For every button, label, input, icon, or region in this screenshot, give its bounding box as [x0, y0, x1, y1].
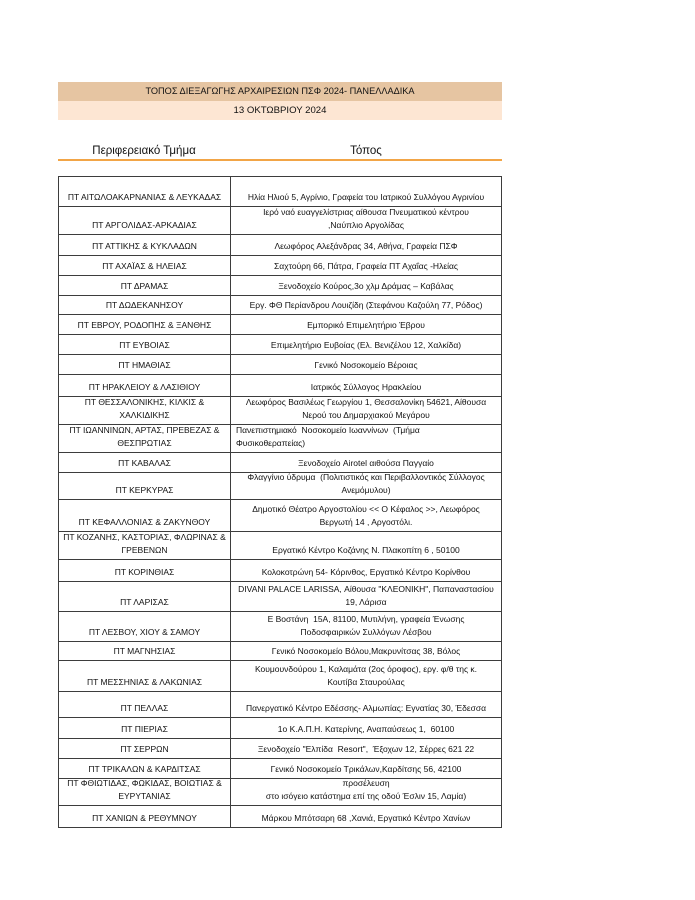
place-line: Κουτίβα Σταυρούλας: [327, 677, 405, 687]
place-cell: [231, 235, 501, 255]
place-cell: [231, 177, 501, 206]
department-line: ΠΤ ΕΥΒΟΙΑΣ: [119, 340, 170, 350]
place-line: 19, Λάρισα: [345, 597, 387, 607]
column-headers: [58, 143, 502, 159]
place-line: Ιατρικός Σύλλογος Ηρακλείου: [310, 382, 422, 392]
department-line: ΠΤ ΣΕΡΡΩΝ: [120, 744, 169, 754]
department-line: ΠΤ ΜΕΣΣΗΝΙΑΣ & ΛΑΚΩΝΙΑΣ: [86, 677, 203, 687]
department-cell: [59, 296, 231, 314]
place-line: Ηλία Ηλιού 5, Αγρίνιο, Γραφεία του Ιατρικού Συλλόγου Αγρινίου: [247, 192, 485, 202]
table-row: [59, 355, 501, 375]
place-cell: [231, 276, 501, 295]
place-line: Πανεπιστημιακό Νοσοκομείο Ιωαννίνων (Τμήμα: [236, 425, 420, 435]
place-line: 1ο Κ.Α.Π.Η. Κατερίνης, Αναπαύσεως 1, 60100: [277, 724, 455, 734]
place-line: Νερού του Δημαρχιακού Μεγάρου: [302, 410, 430, 420]
header-place: Τόπος: [350, 145, 382, 157]
table-row: [59, 532, 501, 560]
department-line: ΠΤ ΚΕΡΚΥΡΑΣ: [115, 485, 174, 495]
department-line: ΓΡΕΒΕΝΩΝ: [121, 545, 168, 555]
department-cell: [59, 473, 231, 499]
place-cell: [231, 375, 501, 396]
table-row: [59, 296, 501, 315]
election-date: 13 ΟΚΤΩΒΡΙΟΥ 2024: [58, 101, 502, 120]
header-underline: [58, 159, 502, 161]
table-row: [59, 256, 501, 276]
department-line: ΠΤ ΚΟΡΙΝΘΙΑΣ: [114, 567, 175, 577]
table-row: [59, 806, 501, 828]
department-cell: [59, 315, 231, 334]
department-cell: [59, 453, 231, 472]
place-cell: [231, 806, 501, 827]
place-cell: [231, 296, 501, 314]
table-row: [59, 582, 501, 612]
table-row: [59, 375, 501, 397]
department-line: ΠΤ ΚΕΦΑΛΛΟΝΙΑΣ & ΖΑΚΥΝΘΟΥ: [78, 517, 211, 527]
department-line: ΠΤ ΑΧΑΪΑΣ & ΗΛΕΙΑΣ: [102, 261, 187, 271]
table-row: [59, 739, 501, 759]
place-cell: [231, 759, 501, 778]
place-cell: [231, 207, 501, 234]
department-cell: [59, 739, 231, 758]
place-line: Φυσικοθεραπείας): [236, 438, 306, 448]
place-line: Επιμελητήριο Ευβοίας (Ελ. Βενιζέλου 12, Χαλκίδα): [270, 340, 462, 350]
table-row: [59, 779, 501, 806]
table-row: [59, 661, 501, 692]
place-cell: [231, 335, 501, 354]
place-line: Ξενοδοχείο Κούρος,3ο χλμ Δράμας – Καβάλας: [278, 281, 454, 291]
department-line: ΠΤ ΗΜΑΘΙΑΣ: [118, 360, 171, 370]
department-cell: [59, 759, 231, 778]
table-row: [59, 560, 501, 582]
table-row: [59, 335, 501, 355]
place-line: Γενικό Νοσοκομείο Τρικάλων,Καρδίτσης 56, 42100: [270, 764, 462, 774]
table-row: [59, 425, 501, 453]
place-line: DIVANI PALACE LARISSA, Αίθουσα "ΚΛΕΟΝΙΚΗ", Παπαναστασίου: [238, 584, 494, 594]
department-line: ΠΤ ΑΡΓΟΛΙΔΑΣ-ΑΡΚΑΔΙΑΣ: [92, 220, 197, 230]
place-line: Ξενοδοχείο "Ελπίδα Resort", Έξοχων 12, Σέρρες 621 22: [257, 744, 475, 754]
table-row: [59, 235, 501, 256]
place-line: Ποδοσφαιρικών Συλλόγων Λέσβου: [300, 627, 432, 637]
place-line: Εργ. ΦΘ Περίανδρου Λουιζίδη (Στεφάνου Καζούλη 77, Ρόδος): [249, 300, 483, 310]
table-row: [59, 177, 501, 207]
place-line: Ξενοδοχείο Airotel αιθούσα Παγγαίο: [298, 458, 434, 468]
department-line: ΠΤ ΔΩΔΕΚΑΝΗΣΟΥ: [105, 300, 184, 310]
place-line: Λεωφόρος Βασιλέως Γεωργίου 1, Θεσσαλονίκη 54621, Αίθουσα: [245, 397, 487, 407]
department-line: ΠΤ ΠΙΕΡΙΑΣ: [121, 724, 168, 734]
place-line: Κουμουνδούρου 1, Καλαμάτα (2ος όροφος), εργ. φ/θ της κ.: [254, 664, 478, 674]
department-line: ΠΤ ΛΕΣΒΟΥ, ΧΙΟΥ & ΣΑΜΟΥ: [88, 627, 201, 637]
place-cell: [231, 612, 501, 641]
place-line: στο ισόγειο κατάστημα επί της οδού Έσλιν 15, Λαμία): [265, 791, 467, 801]
place-line: Φλαγγίνιο ύδρυμα (Πολιτιστικός και Περιβαλλοντικός Σύλλογος: [247, 472, 485, 482]
place-cell: [231, 397, 501, 424]
department-line: ΠΤ ΑΙΤΩΛΟΑΚΑΡΝΑΝΙΑΣ & ΛΕΥΚΑΔΑΣ: [67, 192, 222, 202]
department-cell: [59, 612, 231, 641]
department-line: ΠΤ ΧΑΝΙΩΝ & ΡΕΘΥΜΝΟΥ: [92, 813, 197, 823]
page-title: ΤΟΠΟΣ ΔΙΕΞΑΓΩΓΗΣ ΑΡΧΑΙΡΕΣΙΩΝ ΠΣΦ 2024- ΠΑΝΕΛΛΑΔΙΚΑ: [58, 82, 502, 101]
place-cell: [231, 642, 501, 660]
department-cell: [59, 397, 231, 424]
department-cell: [59, 582, 231, 611]
department-cell: [59, 500, 231, 531]
department-cell: [59, 355, 231, 374]
department-line: ΘΕΣΠΡΩΤΙΑΣ: [117, 438, 172, 448]
department-cell: [59, 779, 231, 805]
department-line: ΧΑΛΚΙΔΙΚΗΣ: [119, 410, 170, 420]
table-row: [59, 315, 501, 335]
place-cell: [231, 779, 501, 805]
department-line: ΕΥΡΥΤΑΝΙΑΣ: [118, 791, 171, 801]
department-line: ΠΤ ΕΒΡΟΥ, ΡΟΔΟΠΗΣ & ΞΑΝΘΗΣ: [77, 320, 212, 330]
department-line: ΠΤ ΑΤΤΙΚΗΣ & ΚΥΚΛΑΔΩΝ: [92, 241, 197, 251]
department-line: ΠΤ ΘΕΣΣΑΛΟΝΙΚΗΣ, ΚΙΛΚΙΣ &: [84, 397, 205, 407]
table-row: [59, 718, 501, 739]
department-cell: [59, 425, 231, 452]
department-cell: [59, 661, 231, 691]
department-cell: [59, 375, 231, 396]
table-row: [59, 207, 501, 235]
place-line: Δημοτικό Θέατρο Αργοστολίου << Ο Κέφαλος >>, Λεωφόρος: [252, 504, 480, 514]
department-line: ΠΤ ΗΡΑΚΛΕΙΟΥ & ΛΑΣΙΘΙΟΥ: [88, 382, 201, 392]
department-cell: [59, 532, 231, 559]
place-line: Λεωφόρος Αλεξάνδρας 34, Αθήνα, Γραφεία ΠΣΦ: [274, 241, 458, 251]
department-line: ΠΤ ΙΩΑΝΝΙΝΩΝ, ΑΡΤΑΣ, ΠΡΕΒΕΖΑΣ &: [69, 425, 220, 435]
department-cell: [59, 235, 231, 255]
locations-table: [58, 176, 502, 828]
department-cell: [59, 692, 231, 717]
table-row: [59, 397, 501, 425]
place-line: Κολοκοτρώνη 54- Κόρινθος, Εργατικό Κέντρο Κορίνθου: [261, 567, 471, 577]
place-line: Μάρκου Μπότσαρη 68 ,Χανιά, Εργατικό Κέντρο Χανίων: [261, 813, 471, 823]
place-cell: [231, 739, 501, 758]
place-cell: [231, 661, 501, 691]
table-row: [59, 500, 501, 532]
place-cell: [231, 315, 501, 334]
place-cell: [231, 473, 501, 499]
department-cell: [59, 718, 231, 738]
department-line: ΠΤ ΜΑΓΝΗΣΙΑΣ: [113, 646, 176, 656]
place-cell: [231, 500, 501, 531]
place-cell: [231, 453, 501, 472]
place-cell: [231, 582, 501, 611]
place-cell: [231, 425, 501, 452]
place-line: Ιερό ναό ευαγγελίστριας αίθουσα Πνευματικού κέντρου: [263, 207, 469, 217]
place-cell: [231, 256, 501, 275]
table-row: [59, 759, 501, 779]
place-line: Γενικό Νοσοκομείο Βέροιας: [314, 360, 418, 370]
place-line: Σαχτούρη 66, Πάτρα, Γραφεία ΠΤ Αχαΐας -Ηλείας: [273, 261, 459, 271]
department-line: ΠΤ ΛΑΡΙΣΑΣ: [120, 597, 169, 607]
department-line: ΠΤ ΠΕΛΛΑΣ: [120, 703, 169, 713]
place-cell: [231, 560, 501, 581]
table-row: [59, 473, 501, 500]
place-cell: [231, 692, 501, 717]
place-line: προσέλευση: [342, 778, 390, 788]
table-row: [59, 612, 501, 642]
department-cell: [59, 806, 231, 827]
place-line: Πανεργατικό Κέντρο Εδέσσης- Αλμωπίας: Εγνατίας 30, Έδεσσα: [245, 703, 487, 713]
department-line: ΠΤ ΚΟΖΑΝΗΣ, ΚΑΣΤΟΡΙΑΣ, ΦΛΩΡΙΝΑΣ &: [63, 532, 226, 542]
table-row: [59, 692, 501, 718]
place-cell: [231, 718, 501, 738]
table-row: [59, 642, 501, 661]
department-line: ΠΤ ΚΑΒΑΛΑΣ: [118, 458, 171, 468]
department-line: ΠΤ ΔΡΑΜΑΣ: [120, 281, 169, 291]
department-line: ΠΤ ΤΡΙΚΑΛΩΝ & ΚΑΡΔΙΤΣΑΣ: [88, 764, 201, 774]
department-cell: [59, 335, 231, 354]
department-cell: [59, 207, 231, 234]
department-cell: [59, 642, 231, 660]
place-line: Εμπορικό Επιμελητήριο Έβρου: [307, 320, 425, 330]
place-line: Ε Βοστάνη 15Α, 81100, Μυτιλήνη, γραφεία Ένωσης: [267, 614, 465, 624]
place-line: Εργατικό Κέντρο Κοζάνης Ν. Πλακοπίτη 6 , 50100: [272, 545, 460, 555]
place-line: Ανεμόμυλου): [341, 485, 391, 495]
place-line: ,Ναύπλιο Αργολίδας: [328, 220, 404, 230]
header-department: Περιφερειακό Τμήμα: [92, 145, 196, 157]
table-row: [59, 276, 501, 296]
department-cell: [59, 256, 231, 275]
table-row: [59, 453, 501, 473]
department-cell: [59, 276, 231, 295]
department-line: ΠΤ ΦΘΙΩΤΙΔΑΣ, ΦΩΚΙΔΑΣ, ΒΟΙΩΤΙΑΣ &: [67, 778, 222, 788]
place-cell: [231, 355, 501, 374]
place-line: Βεργωτή 14 , Αργοστόλι.: [319, 517, 413, 527]
department-cell: [59, 177, 231, 206]
place-line: Γενικό Νοσοκομείο Βόλου,Μακρυνίτσας 38, Βόλος: [271, 646, 461, 656]
department-cell: [59, 560, 231, 581]
place-cell: [231, 532, 501, 559]
